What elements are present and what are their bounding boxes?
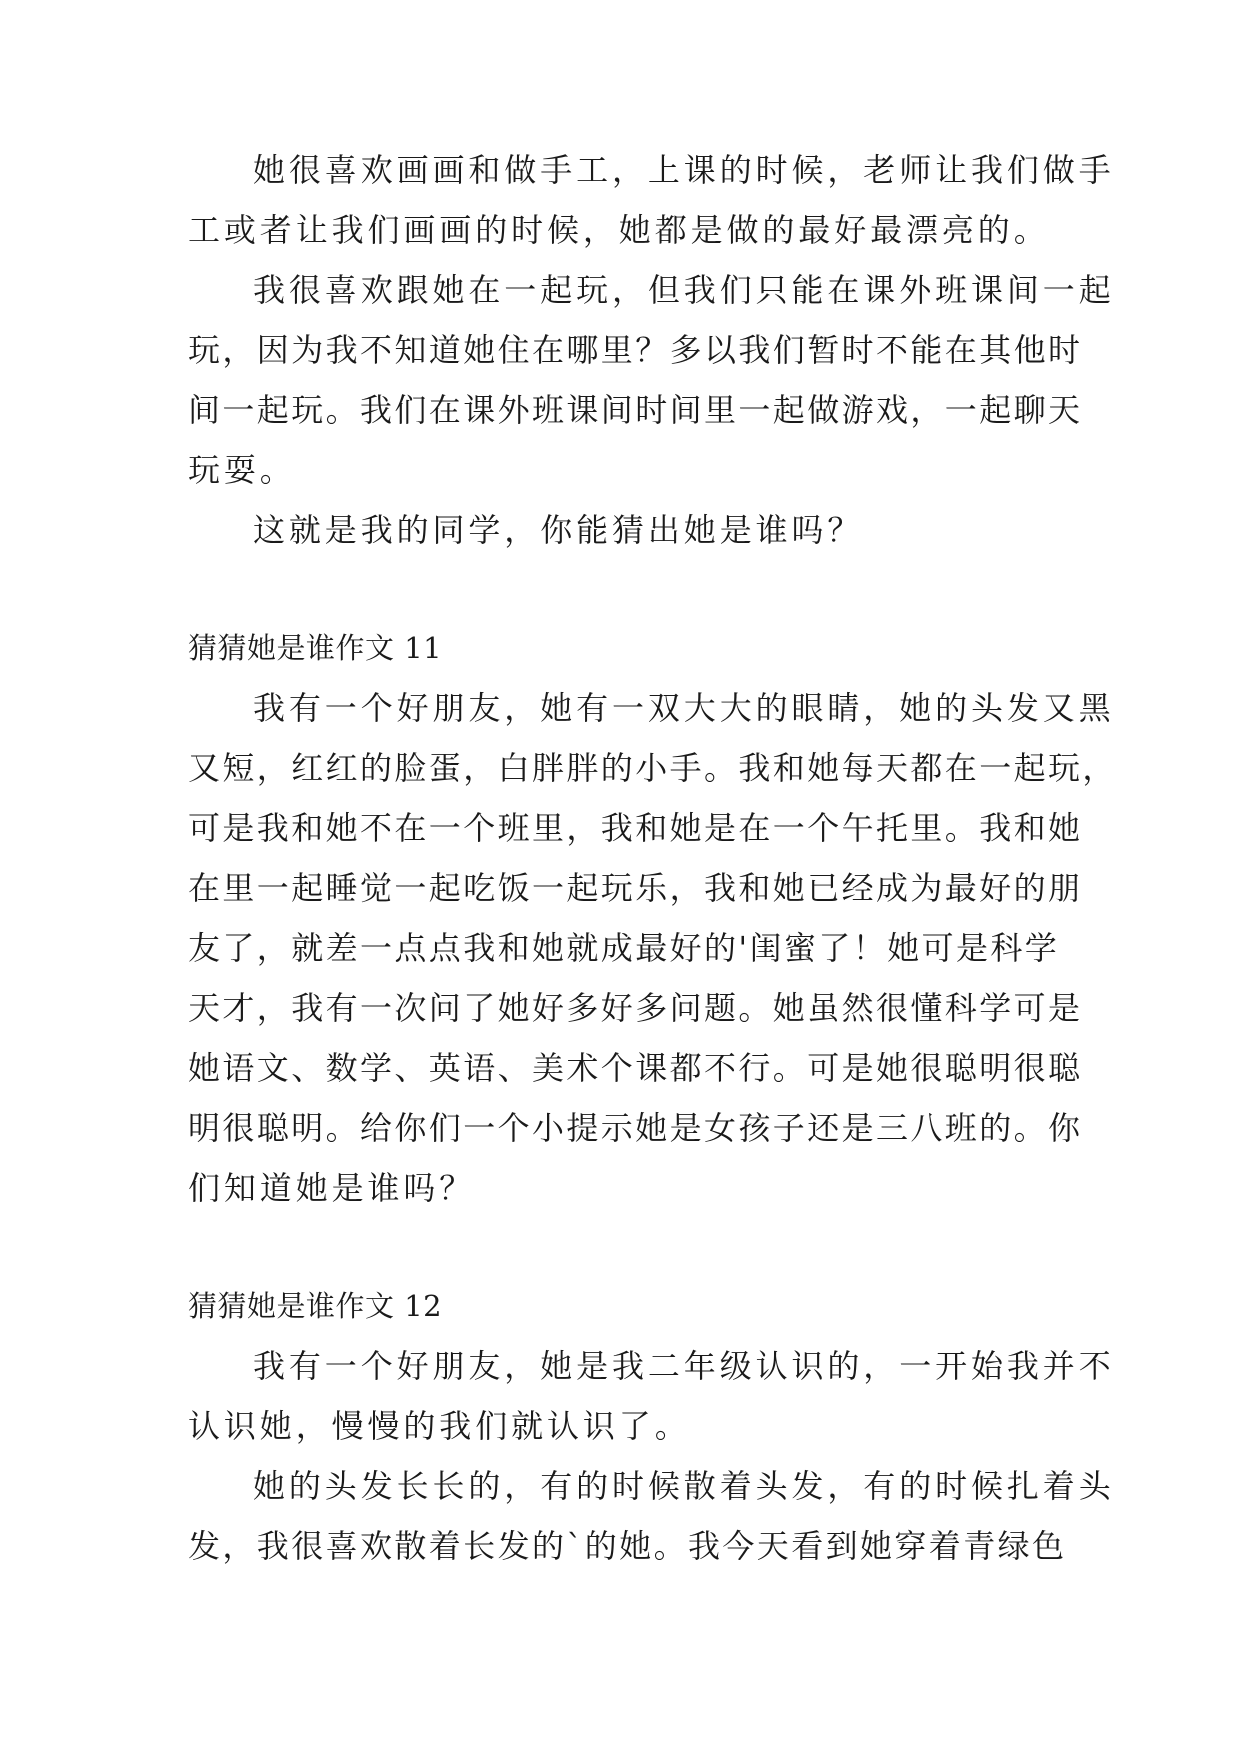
paragraph-line: 认识她，慢慢的我们就认识了。 xyxy=(188,1407,691,1445)
paragraph-line: 玩耍。 xyxy=(188,451,296,489)
paragraph-line: 我有一个好朋友，她有一双大大的眼睛，她的头发又黑 xyxy=(253,689,1115,727)
paragraph-line: 工或者让我们画画的时候，她都是做的最好最漂亮的。 xyxy=(188,211,1050,249)
paragraph-line: 她的头发长长的，有的时候散着头发，有的时候扎着头 xyxy=(253,1467,1115,1505)
essay-heading: 猜猜她是谁作文 12 xyxy=(188,1289,443,1323)
paragraph-line: 在里一起睡觉一起吃饭一起玩乐，我和她已经成为最好的朋 xyxy=(188,869,1083,907)
essay-heading: 猜猜她是谁作文 11 xyxy=(188,631,443,665)
paragraph-line: 她语文、数学、英语、美术个课都不行。可是她很聪明很聪 xyxy=(188,1049,1083,1087)
paragraph-line: 玩，因为我不知道她住在哪里？多以我们暂时不能在其他时 xyxy=(188,331,1083,369)
paragraph-line: 她很喜欢画画和做手工，上课的时候，老师让我们做手 xyxy=(253,151,1115,189)
paragraph-line: 我很喜欢跟她在一起玩，但我们只能在课外班课间一起 xyxy=(253,271,1115,309)
paragraph-line: 我有一个好朋友，她是我二年级认识的，一开始我并不 xyxy=(253,1347,1115,1385)
paragraph-line: 明很聪明。给你们一个小提示她是女孩子还是三八班的。你 xyxy=(188,1109,1083,1147)
paragraph-line: 可是我和她不在一个班里，我和她是在一个午托里。我和她 xyxy=(188,809,1083,847)
paragraph-line: 发，我很喜欢散着长发的`的她。我今天看到她穿着青绿色 xyxy=(188,1527,1067,1565)
paragraph-line: 友了，就差一点点我和她就成最好的'闺蜜了！她可是科学 xyxy=(188,929,1060,967)
paragraph-line: 间一起玩。我们在课外班课间时间里一起做游戏，一起聊天 xyxy=(188,391,1083,429)
paragraph-line: 又短，红红的脸蛋，白胖胖的小手。我和她每天都在一起玩， xyxy=(188,749,1117,787)
paragraph-line: 们知道她是谁吗？ xyxy=(188,1169,476,1207)
paragraph-line: 这就是我的同学，你能猜出她是谁吗？ xyxy=(253,511,864,549)
paragraph-line: 天才，我有一次问了她好多好多问题。她虽然很懂科学可是 xyxy=(188,989,1083,1027)
